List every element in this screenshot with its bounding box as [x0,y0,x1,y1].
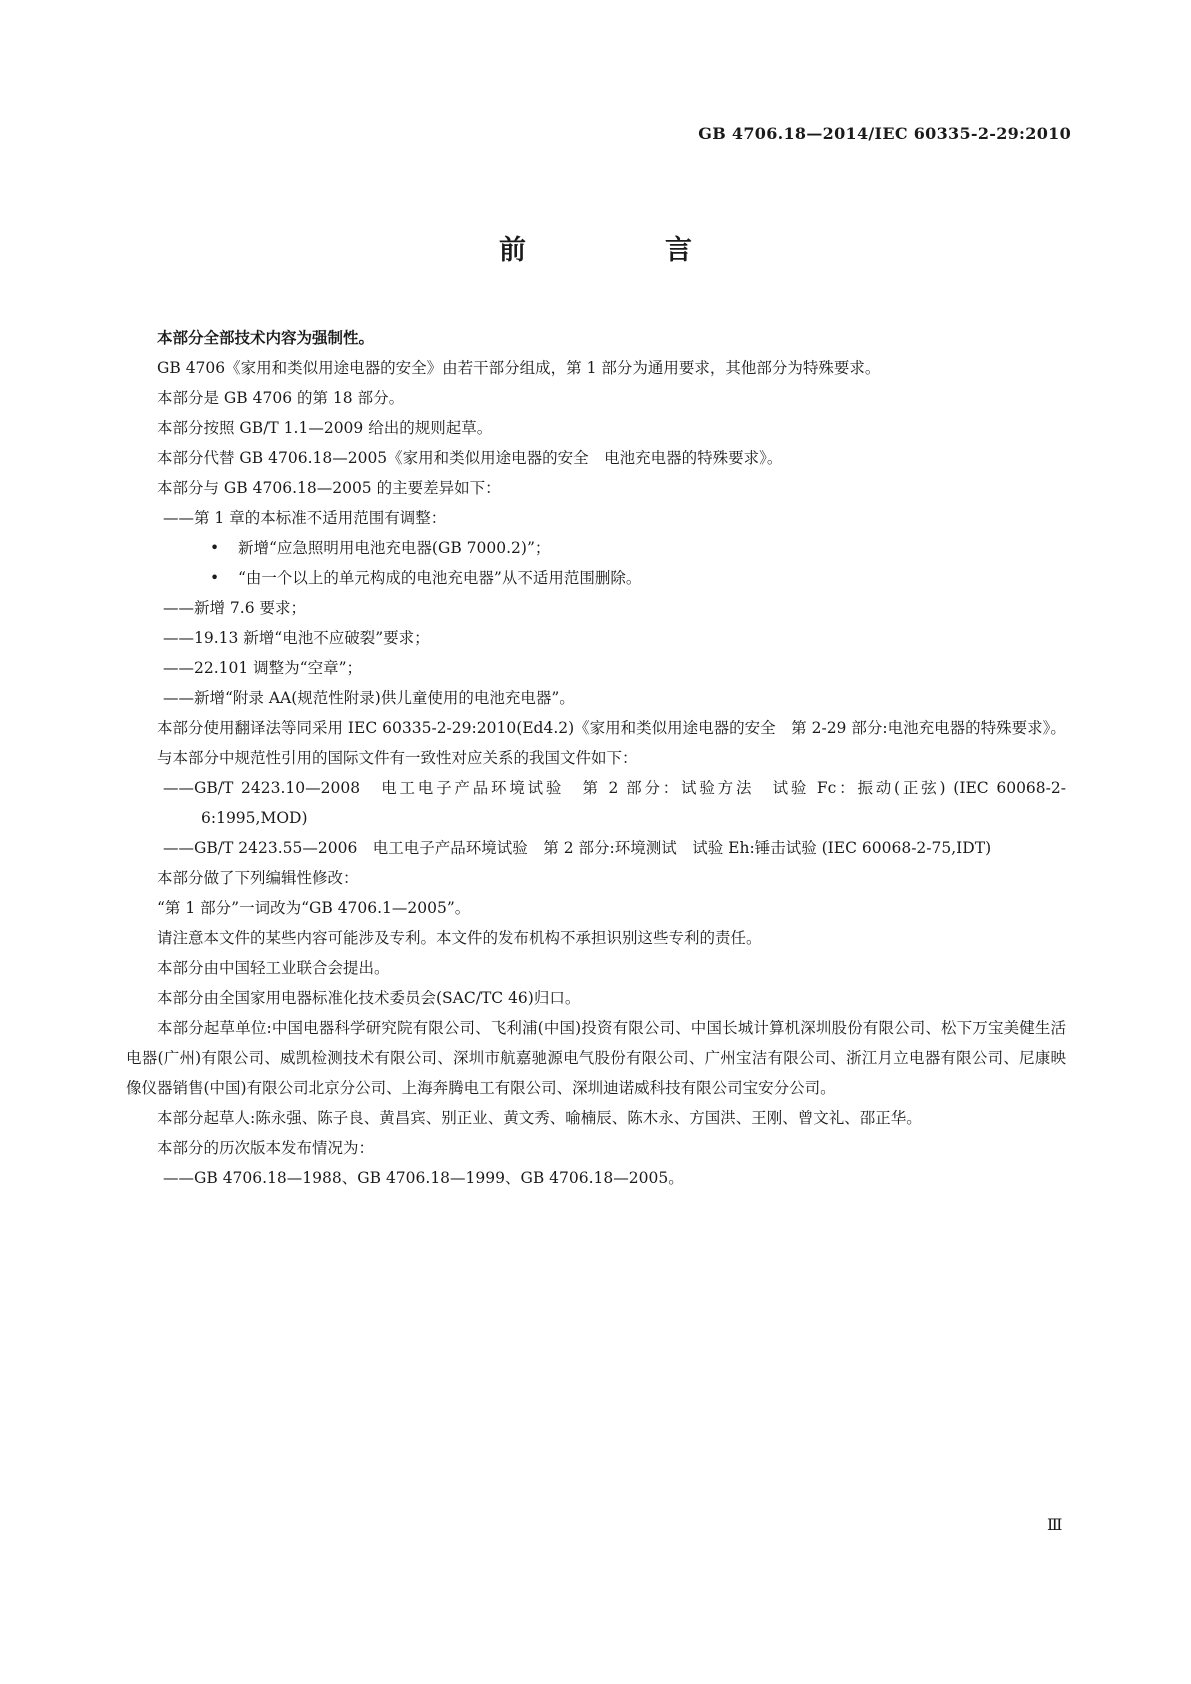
paragraph-editorial-intro: 本部分做了下列编辑性修改： [157,869,359,887]
paragraph-series: GB 4706《家用和类似用途电器的安全》由若干部分组成，第 1 部分为通用要求，其他部分为特殊要求。 [157,359,881,377]
paragraph-history-intro: 本部分的历次版本发布情况为： [157,1139,375,1157]
paragraph-replaces: 本部分代替 GB 4706.18—2005《家用和类似用途电器的安全 电池充电器的特殊要求》。 [157,449,783,467]
list-item: ——GB/T 2423.10—2008 电工电子产品环境试验 第 2 部分：试验方法 试验 Fc：振动(正弦) (IEC 60068-2-6:1995,MOD) [163,779,1066,827]
bullet-item [126,563,1066,593]
paragraph-drafters: 本部分起草人:陈永强、陈子良、黄昌宾、别正业、黄文秀、喻楠辰、陈木永、方国洪、王刚、曾文礼、邵正华。 [157,1109,922,1127]
page-number: Ⅲ [1047,1515,1063,1534]
list-item: ——新增 7.6 要求； [163,599,307,617]
paragraph-drafting-rules: 本部分按照 GB/T 1.1—2009 给出的规则起草。 [157,419,493,437]
standard-code-header: GB 4706.18—2014/IEC 60335-2-29:2010 [698,124,1071,143]
paragraph-editorial-change: “第 1 部分”一词改为“GB 4706.1—2005”。 [157,899,471,917]
paragraph-drafting-units: 本部分起草单位:中国电器科学研究院有限公司、飞利浦(中国)投资有限公司、中国长城计算机深圳股份有限公司、松下万宝美健生活电器(广州)有限公司、威凯检测技术有限公司、深圳市航嘉驰源电气股份有限公司、广州宝洁有限公司、浙江月立电器有限公司、尼康映像仪器销售(中国)有限公司北京分公司、上海奔腾电工有限公司、深圳迪诺威科技有限公司宝安分公司。 [126,1019,1066,1097]
list-item: ——22.101 调整为“空章”； [163,659,363,677]
paragraph-differences-intro: 本部分与 GB 4706.18—2005 的主要差异如下： [157,479,501,497]
paragraph-part-number: 本部分是 GB 4706 的第 18 部分。 [157,389,405,407]
bullet-mark: • [210,539,220,557]
paragraph-mandatory: 本部分全部技术内容为强制性。 [157,329,375,347]
bullet-item [126,533,1066,563]
bullet-text: “由一个以上的单元构成的电池充电器”从不适用范围删除。 [238,569,642,587]
paragraph-proposed-by: 本部分由中国轻工业联合会提出。 [157,959,390,977]
paragraph-references-intro: 与本部分中规范性引用的国际文件有一致性对应关系的我国文件如下： [157,749,638,767]
list-item: ——GB 4706.18—1988、GB 4706.18—1999、GB 4706.18—2005。 [163,1169,684,1187]
paragraph-patent-notice: 请注意本文件的某些内容可能涉及专利。本文件的发布机构不承担识别这些专利的责任。 [157,929,762,947]
bullet-mark: • [210,569,220,587]
document-body [126,323,1066,1193]
paragraph-adoption: 本部分使用翻译法等同采用 IEC 60335-2-29:2010(Ed4.2)《家用和类似用途电器的安全 第 2-29 部分:电池充电器的特殊要求》。 [157,719,1066,737]
list-item: ——新增“附录 AA(规范性附录)供儿童使用的电池充电器”。 [163,689,575,707]
list-item: ——19.13 新增“电池不应破裂”要求； [163,629,430,647]
bullet-text: 新增“应急照明用电池充电器(GB 7000.2)”； [238,539,551,557]
list-item: ——GB/T 2423.55—2006 电工电子产品环境试验 第 2 部分:环境测试 试验 Eh:锤击试验 (IEC 60068-2-75,IDT) [163,839,992,857]
list-item: ——第 1 章的本标准不适用范围有调整： [163,509,447,527]
paragraph-managed-by: 本部分由全国家用电器标准化技术委员会(SAC/TC 46)归口。 [157,989,581,1007]
page-title: 前 言 [499,235,748,266]
